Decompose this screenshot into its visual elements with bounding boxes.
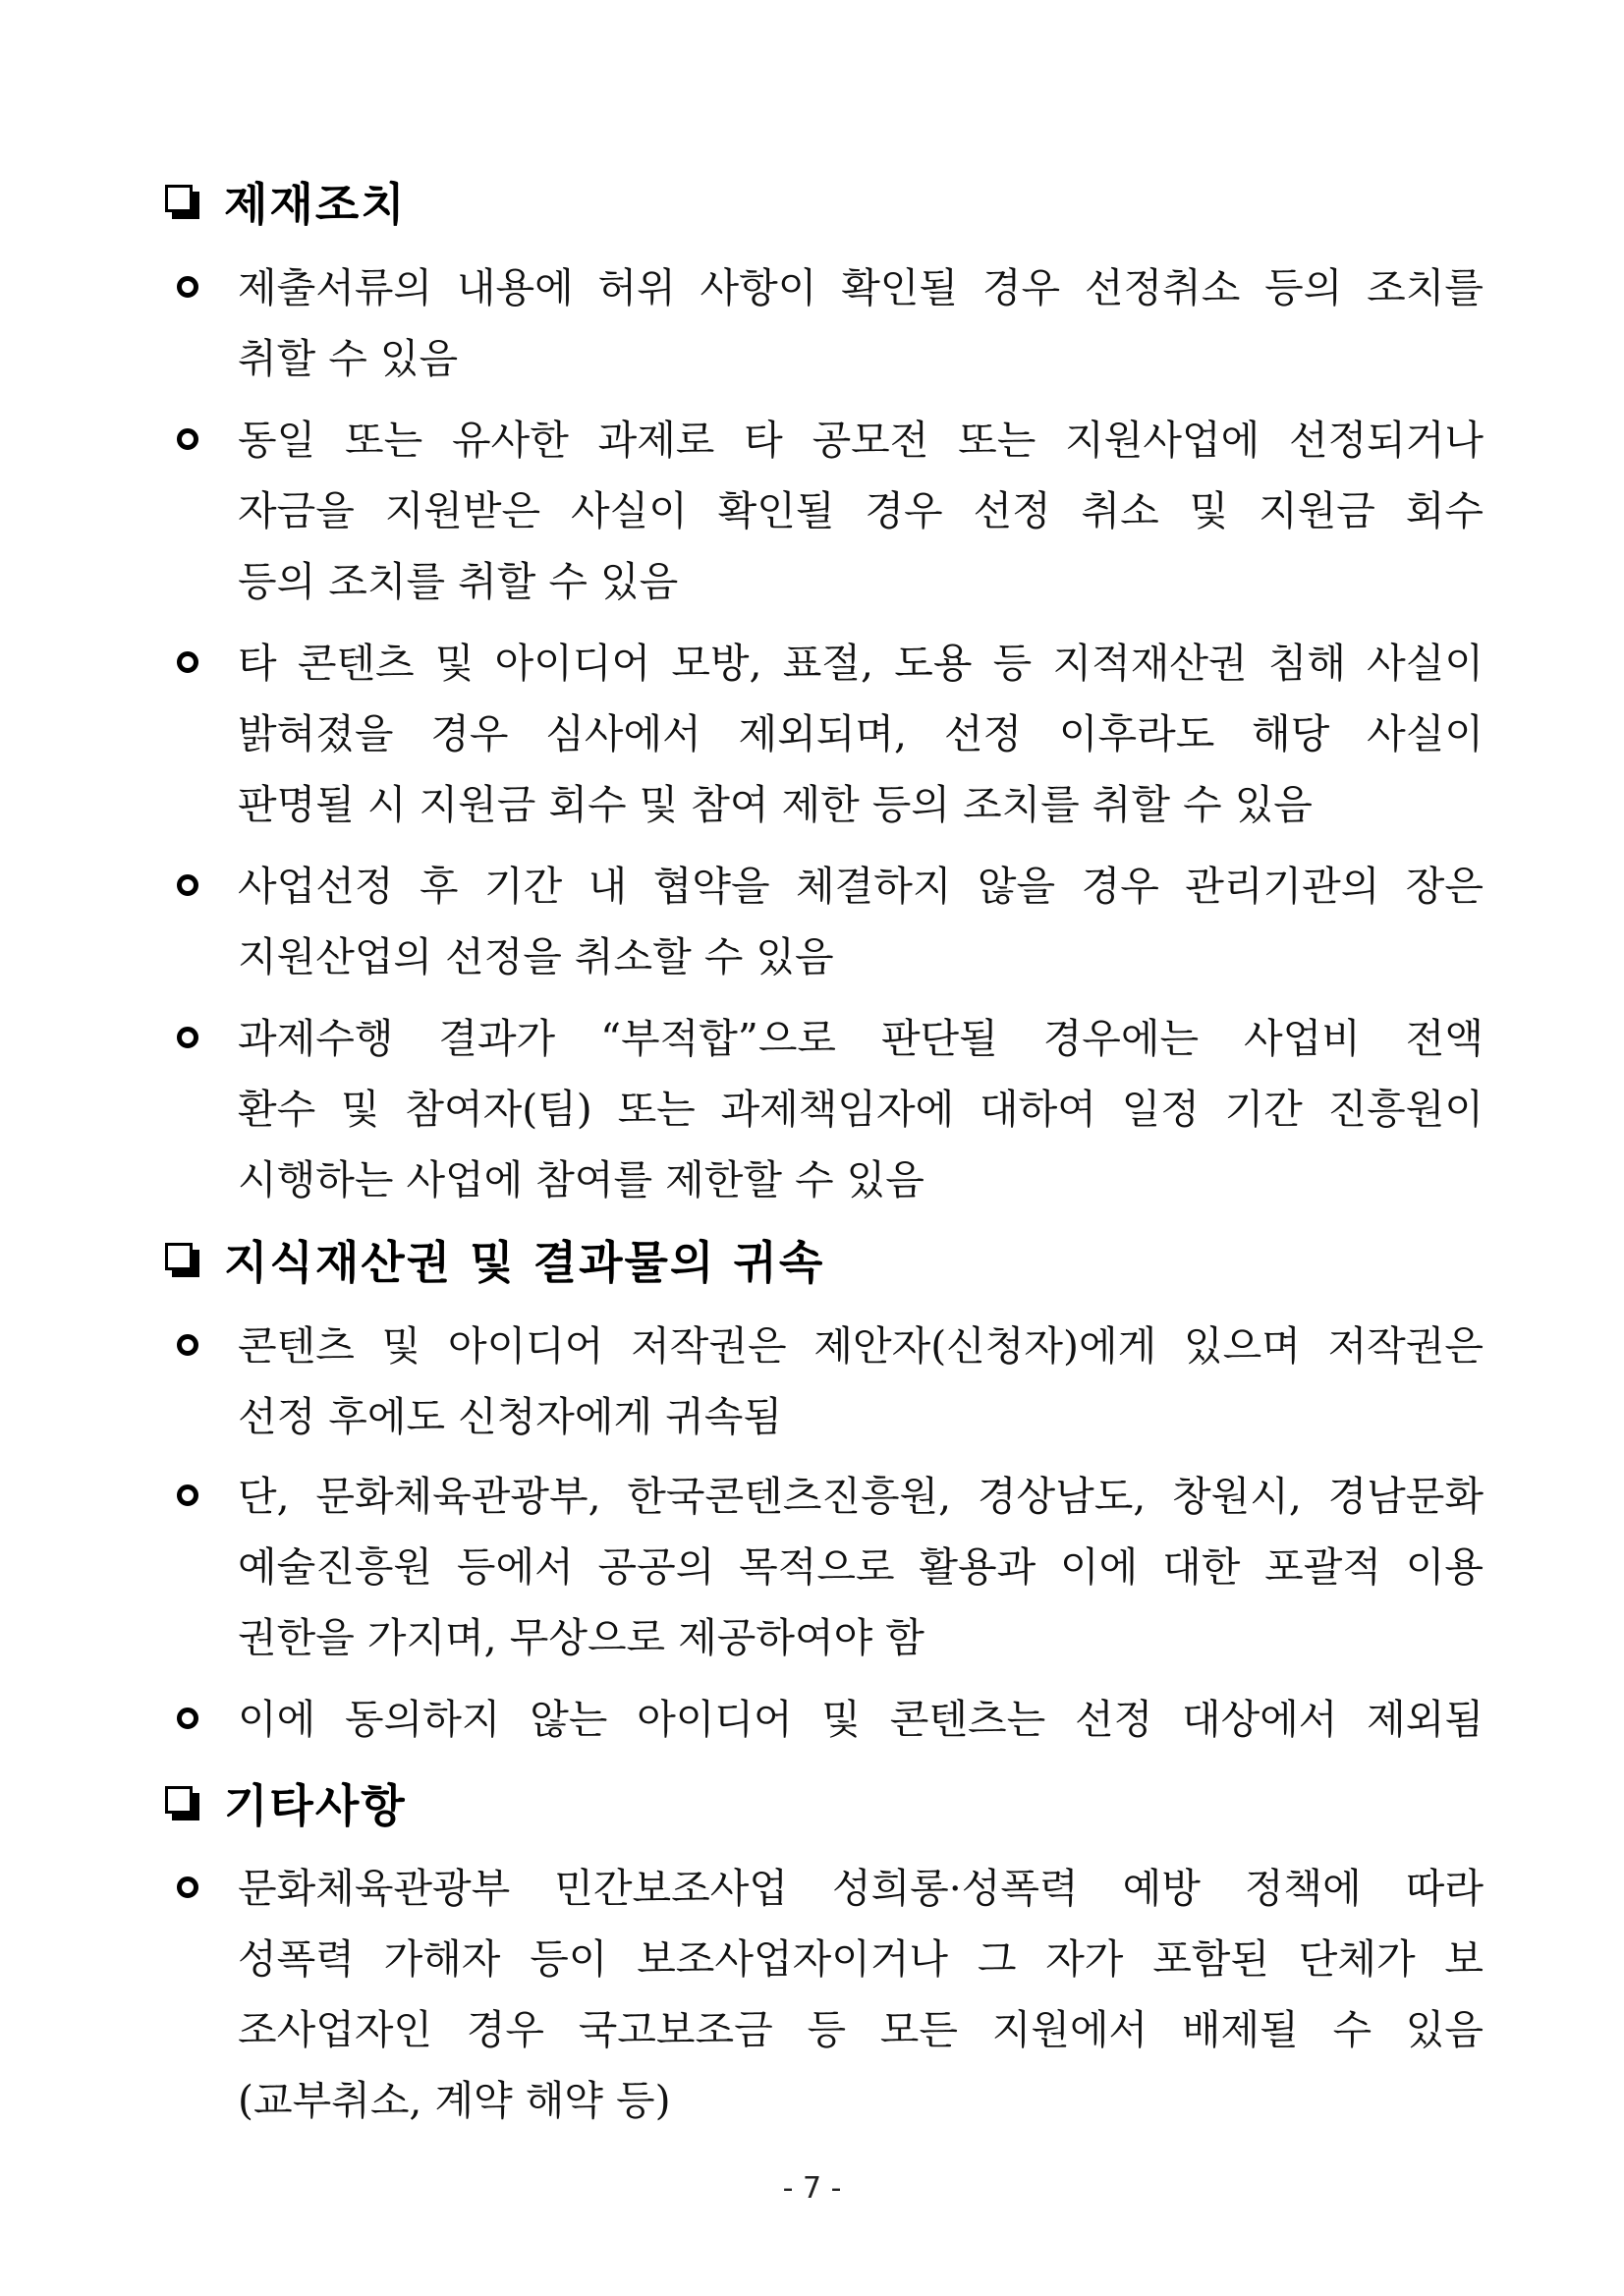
item-line: 권한을 가지며, 무상으로 제공하여야 함 [238,1614,924,1661]
circle-bullet-icon [177,1027,198,1048]
item-line: 성폭력 가해자 등이 보조사업자이거나 그 자가 포함된 단체가 보 [238,1935,1484,1983]
item-line: 판명될 시 지원금 회수 및 참여 제한 등의 조치를 취할 수 있음 [238,781,1313,828]
section-heading [165,1225,824,1294]
circle-bullet-icon [177,1876,198,1898]
circle-bullet-icon [177,428,198,450]
item-line: 환수 및 참여자(팀) 또는 과제책임자에 대하여 일정 기간 진흥원이 [238,1086,1484,1133]
page-number: - 7 - [782,2171,842,2206]
item-line: 예술진흥원 등에서 공공의 목적으로 활용과 이에 대한 포괄적 이용 [238,1543,1484,1591]
section-heading [165,167,407,236]
section-heading [165,1768,407,1837]
item-line: 사업선정 후 기간 내 협약을 체결하지 않을 경우 관리기관의 장은 [238,863,1484,910]
item-line: 이에 동의하지 않는 아이디어 및 콘텐츠는 선정 대상에서 제외됨 [238,1696,1484,1743]
section-title: 기타사항 [224,1779,407,1832]
item-line: (교부취소, 계약 해약 등) [238,2077,671,2124]
section-title: 제재조치 [224,178,407,231]
square-bullet-icon [165,185,198,218]
item-line: 조사업자인 경우 국고보조금 등 모든 지원에서 배제될 수 있음 [238,2006,1484,2053]
item-line: 콘텐츠 및 아이디어 저작권은 제안자(신청자)에게 있으며 저작권은 [238,1322,1484,1370]
item-line: 타 콘텐츠 및 아이디어 모방, 표절, 도용 등 지적재산권 침해 사실이 [238,640,1484,687]
square-bullet-icon [165,1243,198,1276]
circle-bullet-icon [177,874,198,896]
section-title: 지식재산권 및 결과물의 귀속 [224,1236,825,1289]
item-line: 취할 수 있음 [238,335,459,382]
circle-bullet-icon [177,1708,198,1729]
item-line: 제출서류의 내용에 허위 사항이 확인될 경우 선정취소 등의 조치를 [238,264,1484,311]
item-line: 시행하는 사업에 참여를 제한할 수 있음 [238,1156,924,1204]
square-bullet-icon [165,1786,198,1820]
item-line: 지원산업의 선정을 취소할 수 있음 [238,933,834,980]
item-line: 선정 후에도 신청자에게 귀속됨 [238,1393,782,1440]
item-line: 동일 또는 유사한 과제로 타 공모전 또는 지원사업에 선정되거나 [238,417,1484,464]
circle-bullet-icon [177,276,198,298]
circle-bullet-icon [177,1484,198,1506]
item-line: 문화체육관광부 민간보조사업 성희롱·성폭력 예방 정책에 따라 [238,1865,1484,1912]
circle-bullet-icon [177,651,198,673]
item-line: 밝혀졌을 경우 심사에서 제외되며, 선정 이후라도 해당 사실이 [238,710,1484,757]
item-line: 과제수행 결과가 “부적합”으로 판단될 경우에는 사업비 전액 [238,1015,1484,1062]
circle-bullet-icon [177,1334,198,1356]
item-line: 자금을 지원받은 사실이 확인될 경우 선정 취소 및 지원금 회수 [238,487,1484,534]
item-line: 단, 문화체육관광부, 한국콘텐츠진흥원, 경상남도, 창원시, 경남문화 [238,1473,1484,1520]
item-line: 등의 조치를 취할 수 있음 [238,558,679,605]
